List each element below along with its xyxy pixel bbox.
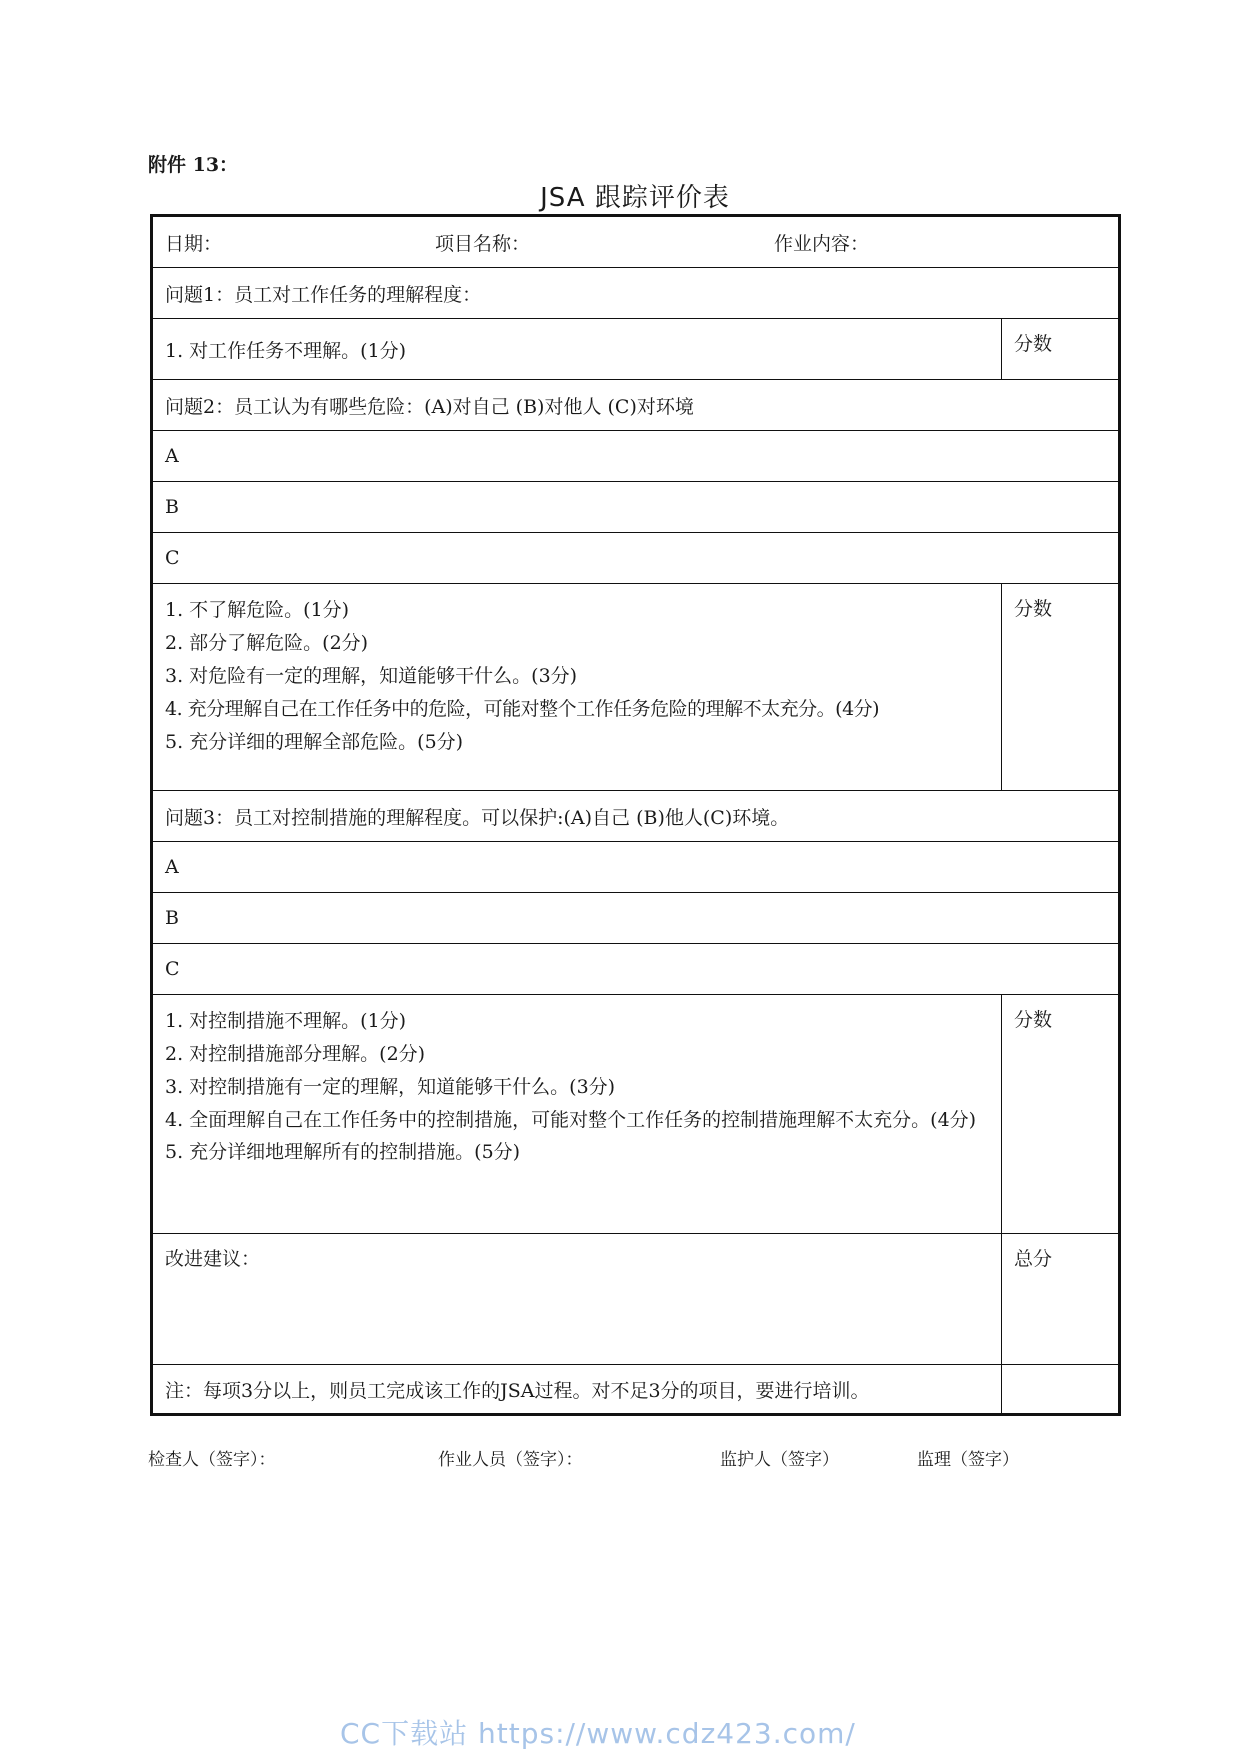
header-row [152, 216, 1120, 268]
note-text: 注：每项3分以上，则员工完成该工作的JSA过程。对不足3分的项目，要进行培训。 [152, 1365, 1002, 1415]
q2-answer-row-c [152, 533, 1120, 584]
q3-answer-row-c [152, 944, 1120, 995]
q3-question: 问题3：员工对控制措施的理解程度。可以保护:(A)自己 (B)他人(C)环境。 [152, 791, 1120, 842]
inspector-signature-label: 检查人（签字）： [148, 1450, 276, 1470]
work-content-field-label: 作业内容： [774, 232, 870, 255]
q3-option-1: 1. 对控制措施不理解。(1分) [165, 1010, 407, 1032]
q2-answer-a[interactable]: A [152, 431, 1120, 482]
project-name-field-label: 项目名称： [435, 232, 531, 255]
q3-answer-c[interactable]: C [152, 944, 1120, 995]
q3-option-4: 4. 全面理解自己在工作任务中的控制措施，可能对整个工作任务的控制措施理解不太充分。(4分) [165, 1109, 977, 1131]
note-blank-cell [1002, 1365, 1120, 1415]
attachment-label: 附件 13： [148, 154, 239, 176]
date-field-label: 日期： [165, 232, 223, 255]
q3-answer-row-b [152, 893, 1120, 944]
q3-options [152, 995, 1002, 1234]
q2-answer-row-a [152, 431, 1120, 482]
q2-option-1: 1. 不了解危险。(1分) [165, 599, 350, 621]
improvement-suggestion-cell[interactable]: 改进建议： [152, 1234, 1002, 1365]
q2-options-row [152, 584, 1120, 791]
q3-answer-a[interactable]: A [152, 842, 1120, 893]
q2-answer-c[interactable]: C [152, 533, 1120, 584]
form-title: JSA 跟踪评价表 [540, 183, 730, 213]
note-row [152, 1365, 1120, 1415]
q2-answer-b[interactable]: B [152, 482, 1120, 533]
q3-option-5: 5. 充分详细地理解所有的控制措施。(5分) [165, 1141, 521, 1163]
q1-options-row [152, 319, 1120, 380]
q3-answer-b[interactable]: B [152, 893, 1120, 944]
q1-row [152, 268, 1120, 319]
supervisor-signature-label: 监理（签字） [917, 1450, 1019, 1470]
total-score-cell[interactable]: 总分 [1002, 1234, 1120, 1365]
q2-score-cell[interactable]: 分数 [1002, 584, 1120, 791]
q1-question: 问题1：员工对工作任务的理解程度： [152, 268, 1120, 319]
suggestion-row [152, 1234, 1120, 1365]
q1-score-cell[interactable]: 分数 [1002, 319, 1120, 380]
q2-option-2: 2. 部分了解危险。(2分) [165, 632, 369, 654]
q2-row [152, 380, 1120, 431]
q2-option-3: 3. 对危险有一定的理解，知道能够干什么。(3分) [165, 665, 578, 687]
q2-option-5: 5. 充分详细的理解全部危险。(5分) [165, 731, 464, 753]
q2-option-4: 4. 充分理解自己在工作任务中的危险，可能对整个工作任务危险的理解不太充分。(4分) [165, 698, 880, 720]
q2-question: 问题2：员工认为有哪些危险：(A)对自己 (B)对他人 (C)对环境 [152, 380, 1120, 431]
jsa-evaluation-table [150, 214, 1121, 1416]
q3-score-cell[interactable]: 分数 [1002, 995, 1120, 1234]
site-watermark: CC下载站 https://www.cdz423.com/ [340, 1717, 856, 1750]
q3-row [152, 791, 1120, 842]
q3-options-row [152, 995, 1120, 1234]
q1-option-1: 1. 对工作任务不理解。(1分) [152, 319, 1002, 380]
q3-option-3: 3. 对控制措施有一定的理解，知道能够干什么。(3分) [165, 1076, 616, 1098]
worker-signature-label: 作业人员（签字）： [438, 1450, 583, 1470]
q3-answer-row-a [152, 842, 1120, 893]
q3-option-2: 2. 对控制措施部分理解。(2分) [165, 1043, 426, 1065]
guardian-signature-label: 监护人（签字） [720, 1450, 839, 1470]
q2-answer-row-b [152, 482, 1120, 533]
q2-options [152, 584, 1002, 791]
